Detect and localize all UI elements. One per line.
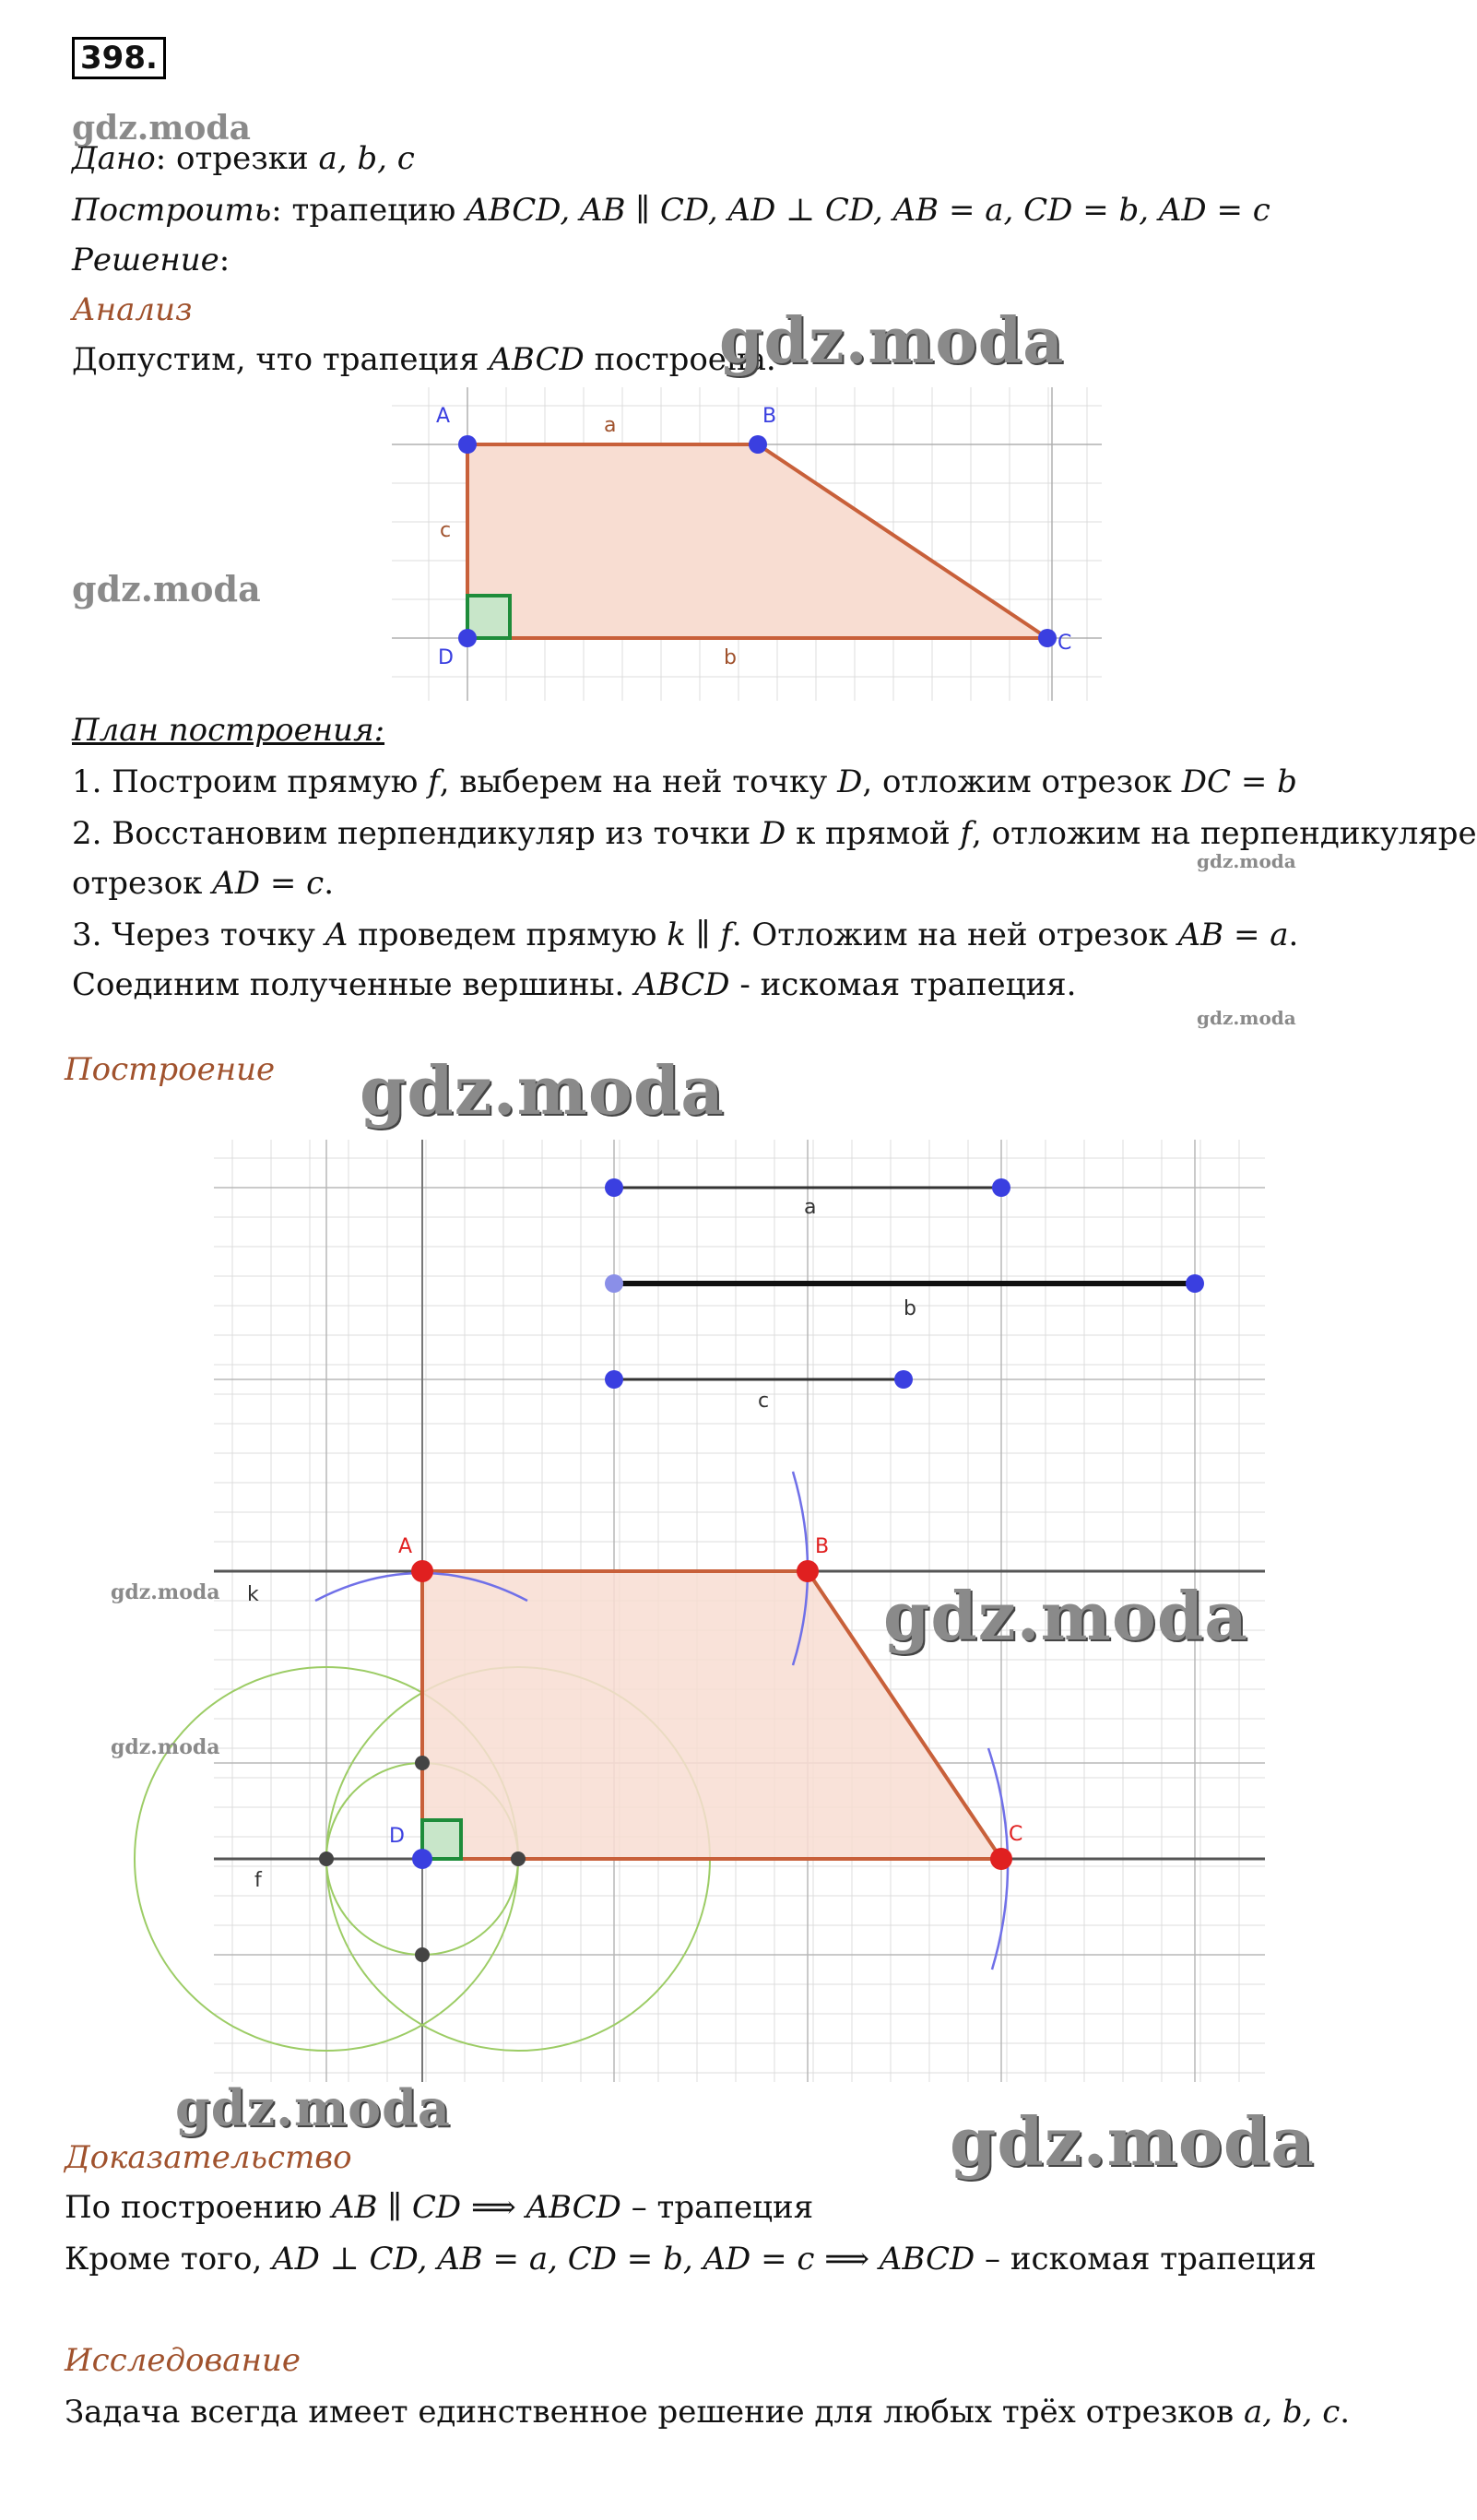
proof-heading: Доказательство <box>65 2139 352 2176</box>
label-c: C <box>1058 632 1072 655</box>
point-b <box>797 1560 819 1582</box>
label-segment-a: a <box>804 1196 817 1219</box>
solution-line: Решение: <box>72 242 230 278</box>
watermark: gdz.moda <box>175 2078 451 2137</box>
label-segment-c: c <box>758 1390 770 1413</box>
construct-label: Построить <box>72 192 272 229</box>
plan-step-3: 3. Через точку A проведем прямую k ∥ f. Отложим на ней отрезок AB = a. <box>72 917 1299 953</box>
construct-line: Построить: трапецию ABCD, AB ∥ CD, AD ⊥ CD, AB = a, CD = b, AD = c <box>72 192 1270 229</box>
label-f: f <box>254 1869 262 1892</box>
label-d: D <box>389 1825 405 1848</box>
watermark: gdz.moda <box>360 1051 725 1130</box>
label-a: A <box>436 405 451 428</box>
label-segment-b: b <box>904 1297 916 1320</box>
proof-line-2: Кроме того, AD ⊥ CD, AB = a, CD = b, AD = c ⟹ ABCD – искомая трапеция <box>65 2241 1317 2277</box>
research-text: Задача всегда имеет единственное решение для любых трёх отрезков a, b, c. <box>65 2394 1351 2431</box>
solution-label: Решение <box>72 242 219 278</box>
label-b: B <box>762 405 777 428</box>
point-c <box>1038 629 1057 647</box>
watermark: gdz.moda <box>72 568 261 609</box>
plan-step-1: 1. Построим прямую f, выберем на ней точку D, отложим отрезок DC = b <box>72 763 1297 800</box>
point-d <box>412 1849 432 1869</box>
label-k: k <box>247 1583 259 1606</box>
label-a: A <box>398 1535 413 1558</box>
trapezoid-abcd <box>467 444 1047 638</box>
watermark: gdz.moda <box>111 1580 220 1604</box>
construction-heading: Построение <box>65 1051 276 1088</box>
plan-step-2-line-2: отрезок AD = c. <box>72 865 335 902</box>
research-heading: Исследование <box>65 2342 301 2379</box>
label-c: C <box>1009 1823 1023 1846</box>
point-a <box>458 435 477 454</box>
given-label: Дано <box>72 140 156 177</box>
watermark: gdz.moda <box>950 2102 1315 2181</box>
watermark: gdz.moda <box>1197 1007 1296 1029</box>
plan-step-2-line-1: 2. Восстановим перпендикуляр из точки D к прямой f, отложим на перпендикуляре <box>72 815 1477 852</box>
plan-final: Соединим полученные вершины. ABCD - искомая трапеция. <box>72 966 1077 1003</box>
label-side-a: a <box>604 414 617 437</box>
analysis-heading: Анализ <box>72 291 193 328</box>
watermark: gdz.moda <box>111 1735 220 1759</box>
figure-trapezoid-analysis <box>392 387 1102 701</box>
point-d <box>458 629 477 647</box>
point-a <box>411 1560 433 1582</box>
label-side-c: c <box>440 519 452 542</box>
problem-number: 398. <box>72 37 166 79</box>
label-side-b: b <box>724 646 737 669</box>
watermark: gdz.moda <box>719 304 1065 378</box>
analysis-text: Допустим, что трапеция ABCD построена. <box>72 341 776 378</box>
label-b: B <box>815 1535 830 1558</box>
watermark: gdz.moda <box>883 1577 1248 1655</box>
label-d: D <box>438 646 454 669</box>
watermark: gdz.moda <box>1197 850 1296 872</box>
plan-heading: План построения: <box>72 712 385 749</box>
point-c <box>990 1848 1012 1870</box>
proof-line-1: По построению AB ∥ CD ⟹ ABCD – трапеция <box>65 2189 814 2226</box>
watermark: gdz.moda <box>72 109 251 148</box>
given-line: Дано: отрезки a, b, c <box>72 140 415 177</box>
point-b <box>749 435 767 454</box>
